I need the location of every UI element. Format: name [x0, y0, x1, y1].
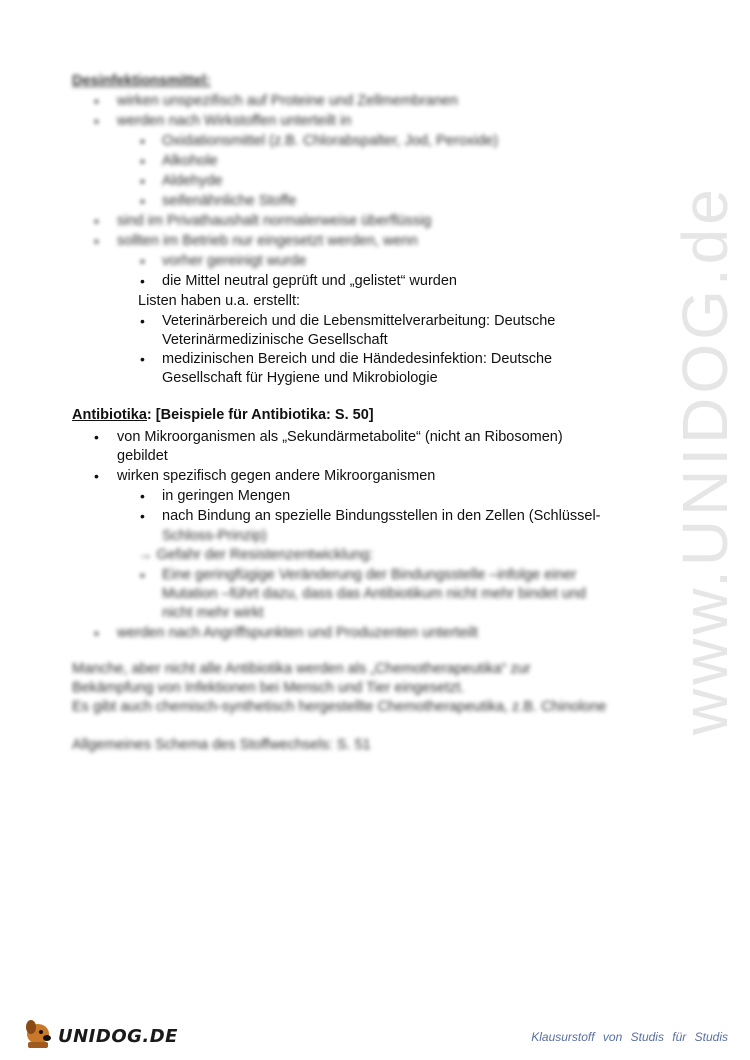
section-title-underlined: Antibiotika	[72, 407, 147, 423]
bullet-icon: •	[140, 508, 145, 524]
schema-reference: Allgemeines Schema des Stoffwechsels: S. 51	[72, 737, 371, 753]
bullet-icon: •	[140, 253, 145, 269]
sub-list-item: Oxidationsmittel (z.B. Chlorabspalter, Jod, Peroxide)	[162, 133, 499, 149]
bullet-icon: •	[140, 273, 145, 289]
sub-list-item: vorher gereinigt wurde	[162, 253, 307, 269]
sub-list-item: medizinischen Bereich und die Händedesinfektion: Deutsche	[162, 351, 553, 367]
bullet-icon: •	[94, 113, 99, 129]
bullet-icon: •	[140, 488, 145, 504]
section-title-rest: : [Beispiele für Antibiotika: S. 50]	[146, 407, 374, 423]
sub-list-item-continued: Veterinärmedizinische Gesellschaft	[162, 332, 388, 348]
sub-list-item-continued: Gesellschaft für Hygiene und Mikrobiologie	[162, 370, 438, 386]
bullet-icon: •	[140, 173, 145, 189]
sub-list-item: Veterinärbereich und die Lebensmittelverarbeitung: Deutsche	[162, 313, 556, 329]
bullet-icon: •	[94, 233, 99, 249]
list-item-continued: gebildet	[117, 448, 168, 464]
bullet-icon: •	[140, 351, 145, 367]
bullet-icon: •	[94, 93, 99, 109]
sub-list-item: nach Bindung an spezielle Bindungsstellen in den Zellen (Schlüssel-	[162, 508, 601, 524]
paragraph-line: Es gibt auch chemisch-synthetisch hergestellte Chemotherapeutika, z.B. Chinolone	[72, 699, 607, 715]
logo-text: UNIDOG.DE	[58, 1026, 178, 1047]
list-item: werden nach Wirkstoffen unterteilt in	[117, 113, 352, 129]
list-item: wirken unspezifisch auf Proteine und Zellmembranen	[117, 93, 458, 109]
bullet-icon: •	[140, 133, 145, 149]
sub-list-item: die Mittel neutral geprüft und „gelistet“ wurden	[162, 273, 457, 289]
paragraph-line: Bekämpfung von Infektionen bei Mensch und Tier eingesetzt.	[72, 680, 465, 696]
section-title-antibiotika	[72, 406, 374, 425]
bullet-icon: •	[140, 567, 145, 583]
list-item: wirken spezifisch gegen andere Mikroorganismen	[117, 468, 436, 484]
footer-tagline: Klausurstoff von Studis für Studis	[531, 1030, 728, 1044]
list-item: von Mikroorganismen als „Sekundärmetabolite“ (nicht an Ribosomen)	[117, 429, 563, 445]
list-item: werden nach Angriffspunkten und Produzenten unterteilt	[117, 625, 478, 641]
unidog-logo	[22, 1012, 178, 1052]
sub-list-item: in geringen Mengen	[162, 488, 291, 504]
bullet-icon: •	[94, 213, 99, 229]
list-item: sind im Privathaushalt normalerweise überflüssig	[117, 213, 432, 229]
section-title-desinfektionsmittel: Desinfektionsmittel:	[72, 73, 211, 89]
bullet-icon: •	[94, 468, 99, 484]
watermark: www.UNIDOG.de	[669, 185, 741, 735]
bullet-icon: •	[94, 625, 99, 641]
bullet-icon: •	[140, 153, 145, 169]
paragraph-line: Manche, aber nicht alle Antibiotika werden als „Chemotherapeutika“ zur	[72, 661, 531, 677]
lists-intro: Listen haben u.a. erstellt:	[138, 293, 301, 309]
sub-list-item: Aldehyde	[162, 173, 223, 189]
sub-list-item: seifenähnliche Stoffe	[162, 193, 297, 209]
sub-list-item-continued: Mutation –führt dazu, dass das Antibiotikum nicht mehr bindet und	[162, 586, 586, 602]
dog-icon	[22, 1012, 62, 1052]
list-item: sollten im Betrieb nur eingesetzt werden, wenn	[117, 233, 418, 249]
bullet-icon: •	[94, 429, 99, 445]
bullet-icon: •	[140, 313, 145, 329]
sub-list-item-continued: Schloss-Prinzip)	[162, 528, 267, 544]
bullet-icon: •	[140, 193, 145, 209]
sub-list-item: Alkohole	[162, 153, 218, 169]
sub-list-item: Eine geringfügige Veränderung der Bindungsstelle –infolge einer	[162, 567, 577, 583]
sub-list-item-continued: nicht mehr wirkt	[162, 605, 264, 621]
arrow-note: → Gefahr der Resistenzentwicklung:	[138, 547, 374, 563]
